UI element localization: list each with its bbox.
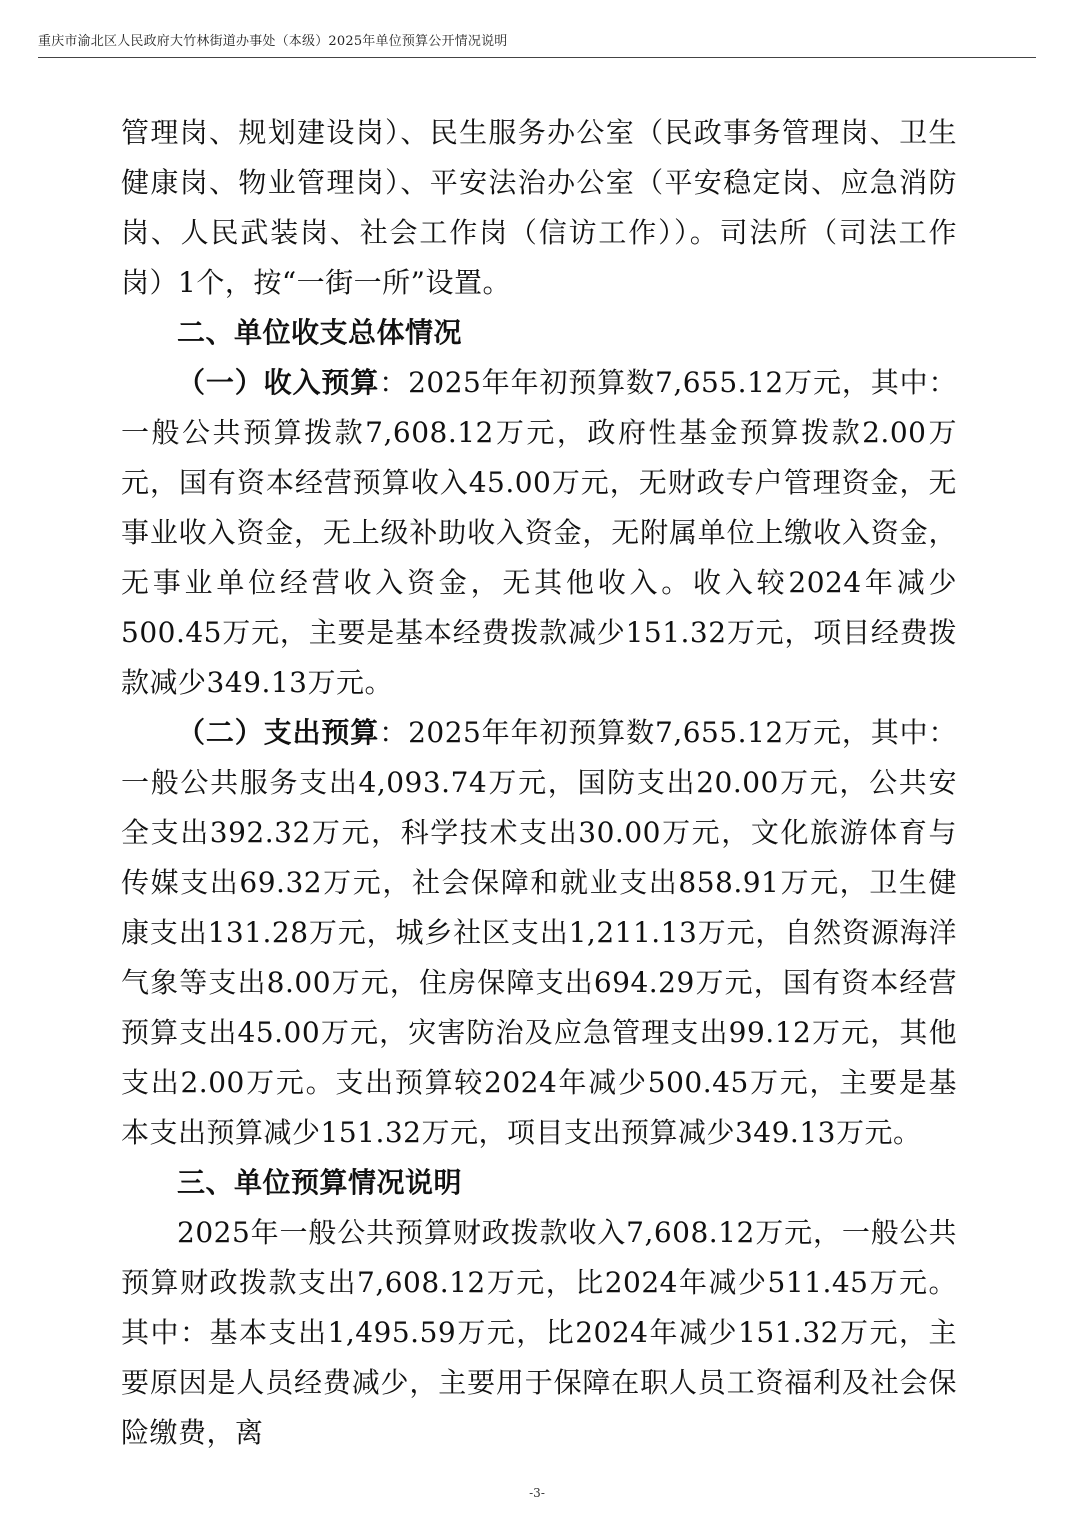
intro-paragraph: 管理岗、规划建设岗）、民生服务办公室（民政事务管理岗、卫生健康岗、物业管理岗）、平安法治办公室（平安稳定岗、应急消防岗、人民武装岗、社会工作岗（信访工作））。司法所（司法工作岗）1个，按“一街一所”设置。 bbox=[121, 116, 957, 299]
expense-paragraph bbox=[121, 708, 957, 1158]
page-number: -3- bbox=[529, 1486, 545, 1500]
budget-paragraph: 2025年一般公共预算财政拨款收入7,608.12万元，一般公共预算财政拨款支出7,608.12万元，比2024年减少511.45万元。其中：基本支出1,495.59万元，比2024年减少151.32万元，主要原因是人员经费减少，主要用于保障在职人员工资福利及社会保险缴费，离 bbox=[121, 1216, 957, 1449]
expense-lead: （二）支出预算 bbox=[177, 716, 380, 749]
income-text: ：2025年年初预算数7,655.12万元，其中：一般公共预算拨款7,608.12万元，政府性基金预算拨款2.00万元，国有资本经营预算收入45.00万元，无财政专户管理资金，无事业收入资金，无上级补助收入资金，无附属单位上缴收入资金，无事业单位经营收入资金，无其他收入。收入较2024年减少500.45万元，主要是基本经费拨款减少151.32万元，项目经费拨款减少349.13万元。 bbox=[121, 366, 957, 699]
expense-text: ：2025年年初预算数7,655.12万元，其中：一般公共服务支出4,093.74万元，国防支出20.00万元，公共安全支出392.32万元，科学技术支出30.00万元，文化旅游体育与传媒支出69.32万元，社会保障和就业支出858.91万元，卫生健康支出131.28万元，城乡社区支出1,211.13万元，自然资源海洋气象等支出8.00万元，住房保障支出694.29万元，国有资本经营预算支出45.00万元，灾害防治及应急管理支出99.12万元，其他支出2.00万元。支出预算较2024年减少500.45万元，主要是基本支出预算减少151.32万元，项目支出预算减少349.13万元。 bbox=[121, 716, 957, 1149]
section-heading-3: 三、单位预算情况说明 bbox=[177, 1166, 463, 1199]
document-body bbox=[121, 108, 957, 1458]
section-heading-2: 二、单位收支总体情况 bbox=[177, 316, 463, 349]
page-header: 重庆市渝北区人民政府大竹林街道办事处（本级）2025年单位预算公开情况说明 bbox=[38, 30, 1036, 58]
income-paragraph bbox=[121, 358, 957, 708]
income-lead: （一）收入预算 bbox=[177, 366, 380, 399]
